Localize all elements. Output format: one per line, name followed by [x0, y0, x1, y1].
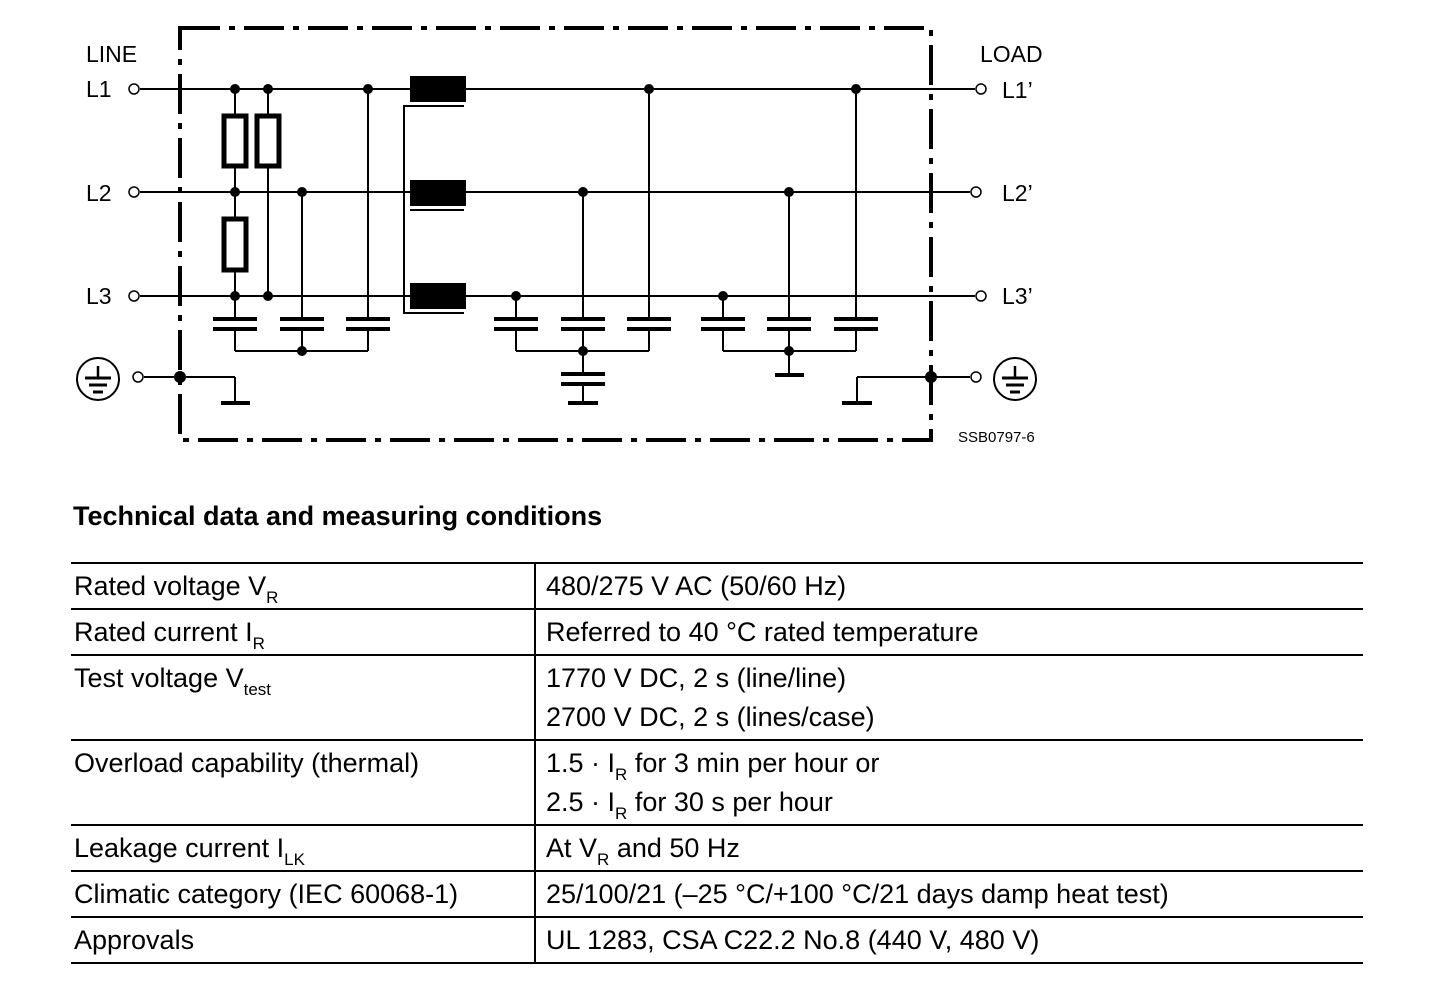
parameter-name: Test voltage V	[74, 663, 244, 693]
value-line	[546, 698, 1363, 737]
value-text: Referred to 40 °C rated temperature	[546, 617, 979, 647]
table-row	[71, 563, 1363, 609]
parameter-name: Rated voltage V	[74, 571, 267, 601]
junction-dot	[718, 291, 728, 301]
parameter-subscript: LK	[284, 850, 305, 869]
parameter-cell	[71, 563, 535, 609]
value-subscript: R	[615, 804, 628, 823]
resistor	[224, 116, 246, 166]
capacitor	[701, 319, 745, 329]
value-text: 25/100/21 (–25 °C/+100 °C/21 days damp heat test)	[546, 879, 1169, 909]
value-line	[546, 921, 1363, 960]
junction-dot	[230, 291, 240, 301]
capacitor	[280, 319, 324, 329]
junction-dot	[363, 84, 373, 94]
value-text: 480/275 V AC (50/60 Hz)	[546, 571, 847, 601]
figure-code: SSB0797-6	[958, 429, 1035, 446]
line-heading: LINE	[86, 41, 138, 67]
table-row	[71, 655, 1363, 740]
junction-dot	[851, 84, 861, 94]
capacitor	[767, 319, 811, 329]
output-label-l3: L3’	[1002, 283, 1033, 309]
value-line	[546, 875, 1363, 914]
parameter-name: Leakage current I	[74, 833, 285, 863]
value-subscript: R	[597, 850, 610, 869]
junction-dot	[230, 84, 240, 94]
junction-dot	[174, 371, 186, 383]
terminal-l2-out	[971, 187, 981, 197]
parameter-cell	[71, 871, 535, 917]
terminal-l1-out	[976, 84, 986, 94]
parameter-cell	[71, 609, 535, 655]
table-row	[71, 609, 1363, 655]
input-label-l3: L3	[86, 283, 112, 309]
junction-dot	[297, 187, 307, 197]
value-text-tail: for 3 min per hour or	[627, 748, 880, 778]
capacitor	[346, 319, 390, 329]
junction-dot	[784, 187, 794, 197]
capacitor	[834, 319, 878, 329]
capacitor	[494, 319, 538, 329]
capacitor	[561, 319, 605, 329]
parameter-name: Rated current I	[74, 617, 253, 647]
value-cell	[535, 655, 1363, 740]
resistor	[257, 116, 279, 166]
table-row	[71, 825, 1363, 871]
value-line	[546, 744, 1363, 783]
junction-dot	[511, 291, 521, 301]
protective-earth-icon	[994, 358, 1036, 400]
parameter-cell	[71, 825, 535, 871]
junction-dot	[578, 346, 588, 356]
value-subscript: R	[615, 765, 628, 784]
junction-dot	[263, 84, 273, 94]
value-line	[546, 829, 1363, 868]
parameter-subscript: R	[266, 588, 279, 607]
parameter-name: Climatic category (IEC 60068-1)	[74, 879, 459, 909]
junction-dot	[297, 346, 307, 356]
junction-dot	[263, 291, 273, 301]
value-text: 2700 V DC, 2 s (lines/case)	[546, 702, 875, 732]
parameter-cell	[71, 917, 535, 963]
junction-dot	[578, 187, 588, 197]
protective-earth-icon	[77, 358, 119, 400]
value-line	[546, 783, 1363, 822]
parameter-cell	[71, 655, 535, 740]
value-line	[546, 613, 1363, 652]
terminal-pe-in	[133, 372, 143, 382]
value-text: 1770 V DC, 2 s (line/line)	[546, 663, 847, 693]
value-text: At V	[546, 833, 598, 863]
value-text: 1.5 · I	[546, 748, 616, 778]
table-row	[71, 740, 1363, 825]
terminal-l1-in	[129, 84, 139, 94]
table-row	[71, 917, 1363, 963]
resistor	[224, 219, 246, 270]
input-label-l1: L1	[86, 76, 112, 102]
value-text-tail: for 30 s per hour	[627, 787, 833, 817]
terminal-l3-out	[976, 291, 986, 301]
choke-winding	[410, 283, 466, 309]
output-label-l2: L2’	[1002, 180, 1033, 206]
value-text: UL 1283, CSA C22.2 No.8 (440 V, 480 V)	[546, 925, 1040, 955]
capacitor	[627, 319, 671, 329]
input-label-l2: L2	[86, 180, 112, 206]
value-cell	[535, 871, 1363, 917]
parameter-name: Approvals	[74, 925, 195, 955]
terminal-pe-out	[971, 372, 981, 382]
parameter-cell	[71, 740, 535, 825]
parameter-name: Overload capability (thermal)	[74, 748, 420, 778]
value-text: 2.5 · I	[546, 787, 616, 817]
value-cell	[535, 609, 1363, 655]
load-heading: LOAD	[980, 41, 1043, 67]
choke-winding	[410, 180, 466, 206]
filter-circuit-diagram	[0, 0, 1435, 470]
value-cell	[535, 917, 1363, 963]
junction-dot	[230, 187, 240, 197]
choke-winding	[410, 76, 466, 102]
section-title: Technical data and measuring conditions	[73, 501, 603, 531]
output-label-l1: L1’	[1002, 77, 1033, 103]
junction-dot	[644, 84, 654, 94]
parameter-subscript: R	[252, 634, 265, 653]
parameter-subscript: test	[243, 680, 271, 699]
value-line	[546, 659, 1363, 698]
value-cell	[535, 563, 1363, 609]
capacitor	[561, 374, 605, 384]
value-cell	[535, 740, 1363, 825]
junction-dot	[784, 346, 794, 356]
table-row	[71, 871, 1363, 917]
value-line	[546, 567, 1363, 606]
value-cell	[535, 825, 1363, 871]
junction-dot	[925, 371, 937, 383]
terminal-l2-in	[129, 187, 139, 197]
technical-data-table	[71, 562, 1363, 964]
terminal-l3-in	[129, 291, 139, 301]
capacitor	[213, 319, 257, 329]
value-text-tail: and 50 Hz	[609, 833, 740, 863]
